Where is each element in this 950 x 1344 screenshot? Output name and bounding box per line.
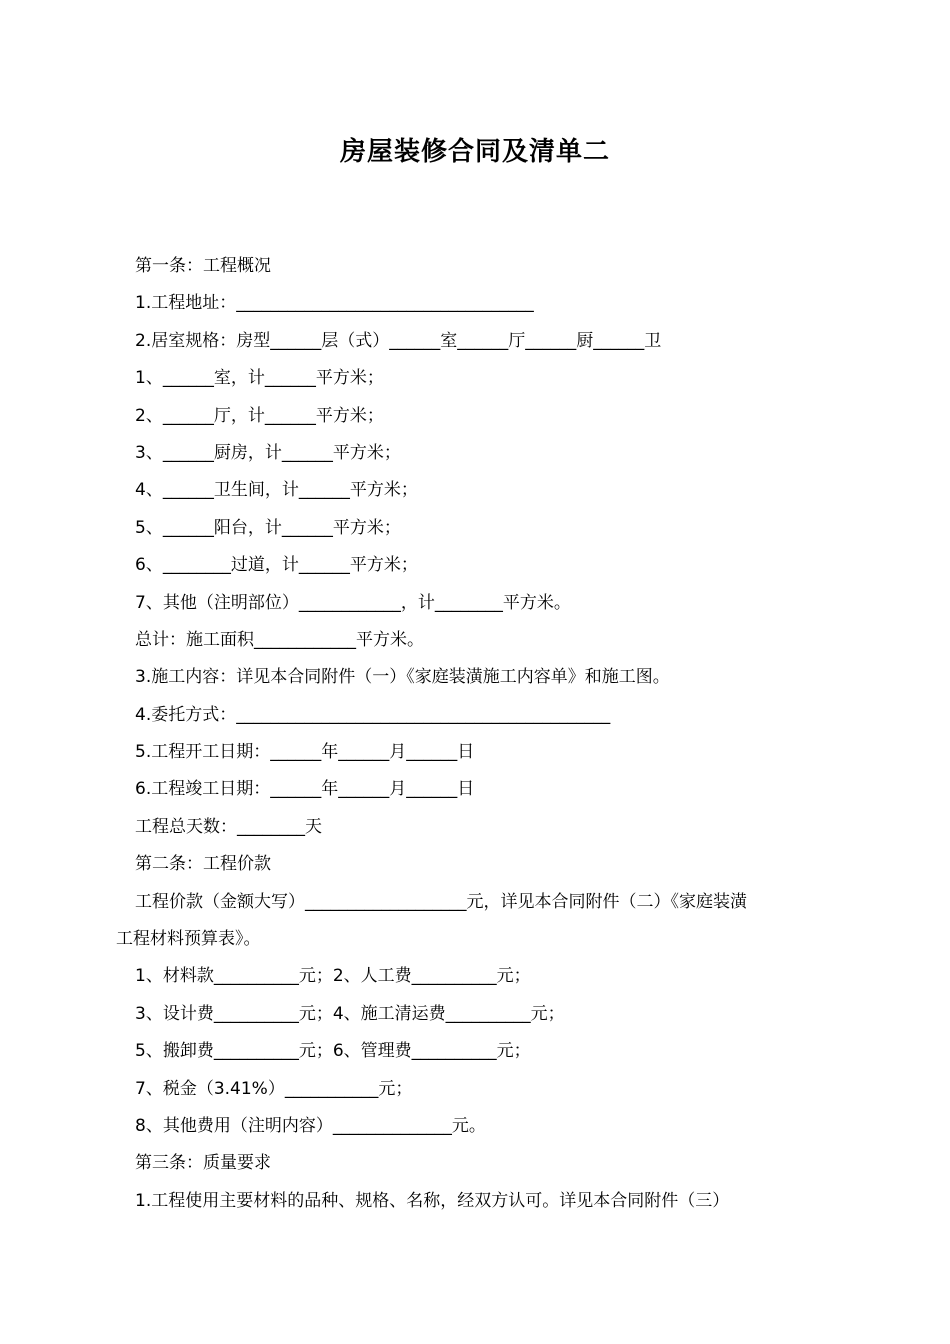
body-line: 6、________过道，计______平方米； (135, 555, 418, 576)
body-line: 工程总天数：________天 (135, 816, 322, 837)
body-line: 5、搬卸费__________元；6、管理费__________元； (135, 1041, 531, 1062)
body-line: 7、其他（注明部位）____________，计________平方米。 (135, 592, 571, 613)
body-line: 1、材料款__________元；2、人工费__________元； (135, 966, 531, 987)
body-line: 3、______厨房，计______平方米； (135, 442, 401, 463)
body-line: 工程价款（金额大写）___________________元，详见本合同附件（二）《家庭装潢 (135, 891, 747, 912)
document-title: 房屋装修合同及清单二 (339, 137, 610, 167)
body-line: 1.工程使用主要材料的品种、规格、名称，经双方认可。详见本合同附件（三） (135, 1190, 730, 1211)
body-line: 8、其他费用（注明内容）______________元。 (135, 1115, 486, 1136)
section-heading-2: 第二条：工程价款 (135, 854, 271, 875)
body-line: 5.工程开工日期：______年______月______日 (135, 742, 475, 763)
body-line: 3.施工内容：详见本合同附件（一）《家庭装潢施工内容单》和施工图。 (135, 667, 670, 688)
body-line: 3、设计费__________元；4、施工清运费__________元； (135, 1003, 565, 1024)
body-line: 1.工程地址：___________________________________ (135, 293, 534, 314)
body-line: 2、______厅，计______平方米； (135, 405, 384, 426)
document-body (116, 248, 846, 1220)
body-line: 5、______阳台，计______平方米； (135, 517, 401, 538)
body-line-continuation: 工程材料预算表》。 (116, 929, 261, 950)
section-heading-1: 第一条：工程概况 (135, 256, 271, 276)
section-heading-3: 第三条：质量要求 (135, 1153, 271, 1174)
body-line: 2.居室规格：房型______层（式）______室______厅______厨______卫 (135, 330, 662, 351)
body-line: 7、税金（3.41%）___________元； (135, 1078, 413, 1099)
body-line: 1、______室，计______平方米； (135, 368, 384, 389)
body-line: 4、______卫生间，计______平方米； (135, 480, 418, 501)
body-line: 总计：施工面积____________平方米。 (135, 629, 424, 650)
body-line: 6.工程竣工日期：______年______月______日 (135, 779, 475, 800)
body-line: 4.委托方式：____________________________________________ (135, 704, 611, 725)
